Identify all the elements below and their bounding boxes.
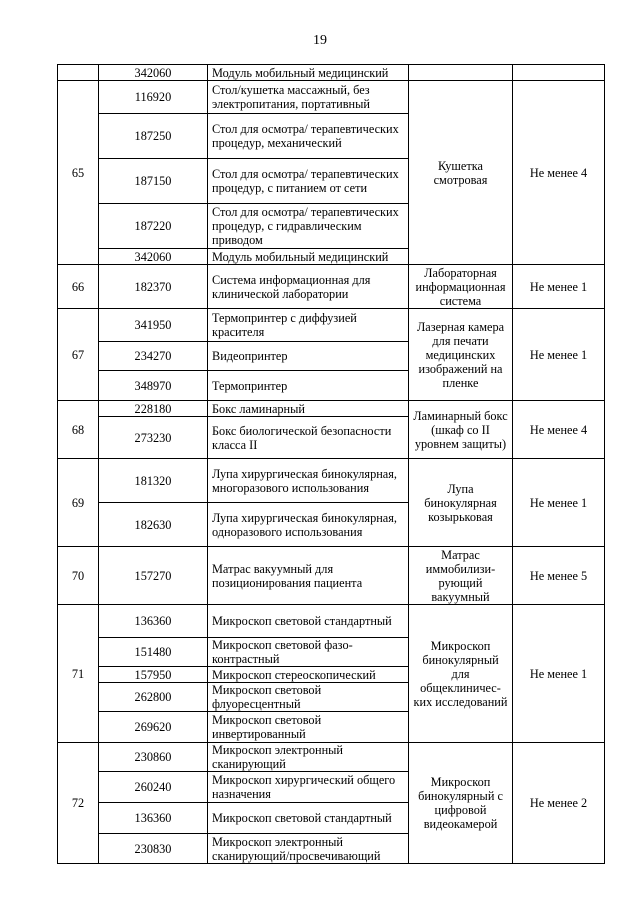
item-code: 182630 (99, 503, 208, 547)
item-name: Модуль мобильный медицинский (208, 65, 409, 81)
table-row (58, 309, 605, 342)
table-row (58, 547, 605, 605)
table-row (58, 65, 605, 81)
equipment-group-name (409, 65, 513, 81)
item-code: 230860 (99, 743, 208, 772)
table-row (58, 81, 605, 114)
table-row (58, 743, 605, 772)
table-row (58, 605, 605, 638)
item-name: Модуль мобильный медицинский (208, 249, 409, 265)
required-quantity: Не менее 5 (513, 547, 605, 605)
row-number: 72 (58, 743, 99, 864)
item-code: 269620 (99, 712, 208, 743)
item-name: Стол/кушетка массажный, без электропитания, портативный (208, 81, 409, 114)
item-name: Микроскоп электронный сканирующий/просвечивающий (208, 834, 409, 864)
item-code: 341950 (99, 309, 208, 342)
item-name: Лупа хирургическая бинокулярная, одноразового использования (208, 503, 409, 547)
item-name: Микроскоп стереоскопический (208, 667, 409, 683)
row-number: 66 (58, 265, 99, 309)
required-quantity: Не менее 1 (513, 605, 605, 743)
item-code: 136360 (99, 605, 208, 638)
equipment-group-name: Матрас иммобилизи- рующий вакуумный (409, 547, 513, 605)
row-number (58, 65, 99, 81)
equipment-group-name: Лабораторная информационная система (409, 265, 513, 309)
item-name: Лупа хирургическая бинокулярная, многоразового использования (208, 459, 409, 503)
table-row (58, 401, 605, 417)
equipment-table (57, 64, 605, 864)
equipment-group-name: Лазерная камера для печати медицинских изображений на пленке (409, 309, 513, 401)
equipment-group-name: Микроскоп бинокулярный с цифровой видеокамерой (409, 743, 513, 864)
item-name: Бокс ламинарный (208, 401, 409, 417)
item-code: 136360 (99, 803, 208, 834)
row-number: 65 (58, 81, 99, 265)
row-number: 70 (58, 547, 99, 605)
item-code: 187250 (99, 114, 208, 159)
item-name: Микроскоп световой флуоресцентный (208, 683, 409, 712)
page-number: 19 (313, 33, 327, 48)
item-name: Термопринтер с диффузией красителя (208, 309, 409, 342)
item-name: Матрас вакуумный для позиционирования пациента (208, 547, 409, 605)
item-code: 187150 (99, 159, 208, 204)
equipment-group-name: Микроскоп бинокулярный для общеклиничес- ких исследований (409, 605, 513, 743)
table-row (58, 265, 605, 309)
item-name: Стол для осмотра/ терапевтических процедур, с гидравлическим приводом (208, 204, 409, 249)
item-name: Микроскоп электронный сканирующий (208, 743, 409, 772)
item-name: Стол для осмотра/ терапевтических процедур, с питанием от сети (208, 159, 409, 204)
row-number: 68 (58, 401, 99, 459)
table-row (58, 459, 605, 503)
item-code: 230830 (99, 834, 208, 864)
item-name: Микроскоп световой инвертированный (208, 712, 409, 743)
item-name: Микроскоп хирургический общего назначения (208, 772, 409, 803)
item-name: Бокс биологической безопасности класса II (208, 417, 409, 459)
item-code: 182370 (99, 265, 208, 309)
item-name: Система информационная для клинической лаборатории (208, 265, 409, 309)
row-number: 69 (58, 459, 99, 547)
required-quantity: Не менее 4 (513, 401, 605, 459)
item-code: 260240 (99, 772, 208, 803)
equipment-group-name: Ламинарный бокс (шкаф со II уровнем защиты) (409, 401, 513, 459)
required-quantity: Не менее 4 (513, 81, 605, 265)
item-code: 228180 (99, 401, 208, 417)
required-quantity: Не менее 1 (513, 265, 605, 309)
item-code: 234270 (99, 342, 208, 371)
required-quantity: Не менее 1 (513, 459, 605, 547)
item-code: 157270 (99, 547, 208, 605)
item-code: 151480 (99, 638, 208, 667)
item-name: Микроскоп световой фазо- контрастный (208, 638, 409, 667)
row-number: 71 (58, 605, 99, 743)
required-quantity (513, 65, 605, 81)
required-quantity: Не менее 2 (513, 743, 605, 864)
item-name: Микроскоп световой стандартный (208, 605, 409, 638)
equipment-group-name: Лупа бинокулярная козырьковая (409, 459, 513, 547)
item-code: 348970 (99, 371, 208, 401)
item-name: Стол для осмотра/ терапевтических процедур, механический (208, 114, 409, 159)
item-code: 116920 (99, 81, 208, 114)
equipment-group-name: Кушетка смотровая (409, 81, 513, 265)
item-code: 181320 (99, 459, 208, 503)
item-name: Микроскоп световой стандартный (208, 803, 409, 834)
item-code: 342060 (99, 65, 208, 81)
item-code: 187220 (99, 204, 208, 249)
item-code: 273230 (99, 417, 208, 459)
item-name: Видеопринтер (208, 342, 409, 371)
item-code: 342060 (99, 249, 208, 265)
item-code: 262800 (99, 683, 208, 712)
required-quantity: Не менее 1 (513, 309, 605, 401)
item-code: 157950 (99, 667, 208, 683)
item-name: Термопринтер (208, 371, 409, 401)
row-number: 67 (58, 309, 99, 401)
